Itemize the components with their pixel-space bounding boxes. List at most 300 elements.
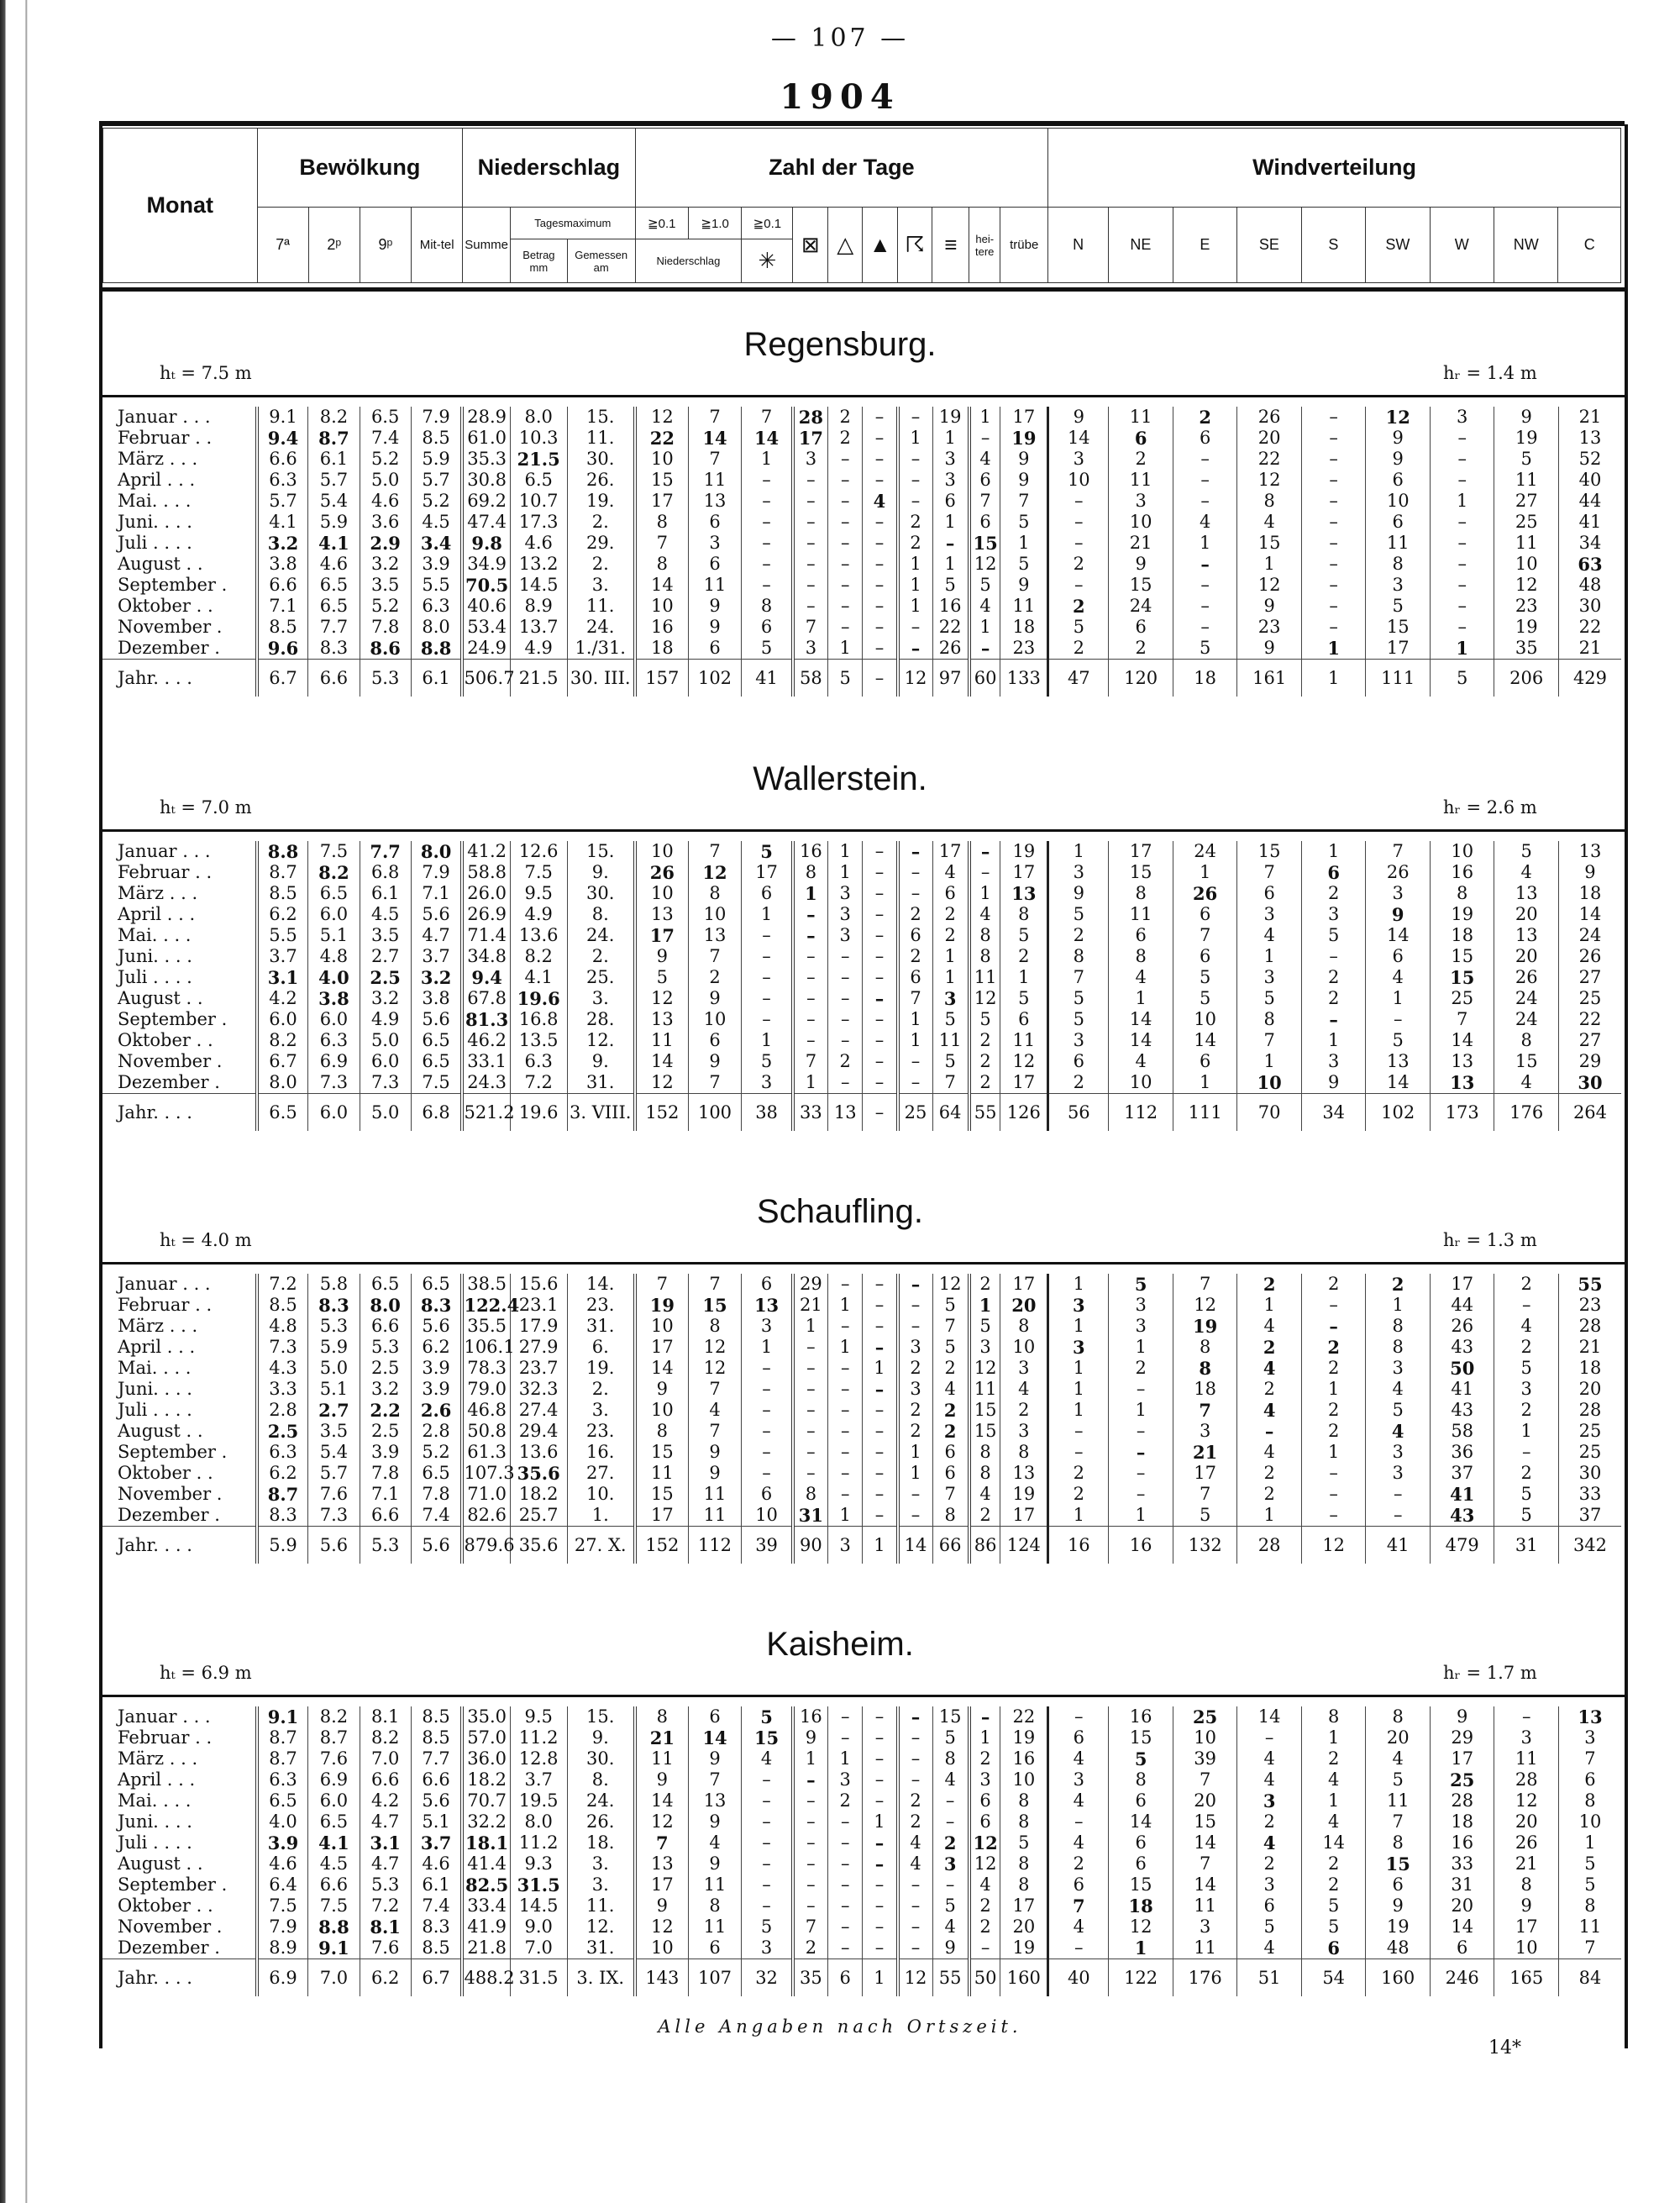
table-cell: 3 [1494, 1727, 1559, 1748]
table-cell: 5.7 [257, 491, 308, 512]
table-cell: 6.0 [308, 904, 360, 925]
table-cell: 7.5 [308, 841, 360, 862]
table-cell: – [969, 841, 1000, 862]
table-cell: 6.5 [411, 1274, 462, 1295]
table-cell: 13 [1494, 883, 1559, 904]
table-cell: 3 [1109, 491, 1173, 512]
table-cell: 1 [1430, 491, 1494, 512]
table-cell: 6.5 [257, 1094, 308, 1132]
table-cell: 14 [1109, 1811, 1173, 1832]
table-cell: 8.0 [411, 841, 462, 862]
table-cell: 17.3 [510, 512, 567, 533]
table-cell: 50 [969, 1959, 1000, 1997]
table-cell: – [863, 1895, 898, 1916]
table-cell: 71.4 [462, 925, 510, 946]
table-cell: 6 [1366, 946, 1431, 967]
table-cell: 8 [688, 1895, 741, 1916]
table-cell: 17 [1000, 1895, 1048, 1916]
table-cell: 3. IX. [567, 1959, 635, 1997]
table-cell: 2 [932, 1421, 969, 1442]
section-rule [99, 829, 1625, 832]
table-cell: 2 [1173, 407, 1237, 428]
table-cell: 15.6 [510, 1274, 567, 1295]
table-cell: 2 [898, 512, 933, 533]
header-betrag: Betrag mm [511, 239, 568, 283]
table-cell: 61.0 [462, 428, 510, 449]
table-cell: 6 [932, 1463, 969, 1484]
table-cell: 1 [1048, 1400, 1109, 1421]
table-cell: 6.7 [257, 660, 308, 697]
station-hr: hᵣ = 1.7 m [1443, 1663, 1537, 1683]
table-cell: 2 [898, 1421, 933, 1442]
table-cell: 25.7 [510, 1505, 567, 1527]
table-cell: – [1173, 617, 1237, 638]
table-cell: 11 [1558, 1916, 1621, 1937]
table-cell: 3 [898, 1337, 933, 1358]
table-cell: 5 [742, 1051, 793, 1072]
table-cell: 152 [635, 1527, 688, 1564]
table-cell: 5.3 [360, 1337, 411, 1358]
table-cell: – [1430, 596, 1494, 617]
table-cell: 506.7 [462, 660, 510, 697]
table-cell: 8 [1000, 1853, 1048, 1874]
table-cell: 5 [1494, 1358, 1559, 1379]
table-row [102, 967, 1621, 988]
table-row [102, 1072, 1621, 1094]
table-cell: 6.2 [257, 904, 308, 925]
table-cell: 4.6 [411, 1853, 462, 1874]
table-cell: 5 [1000, 925, 1048, 946]
table-cell: – [863, 862, 898, 883]
table-cell: – [1048, 1811, 1109, 1832]
table-cell: – [1048, 512, 1109, 533]
table-cell: 19 [1430, 904, 1494, 925]
table-cell: 6.5 [360, 407, 411, 428]
table-cell: – [1301, 617, 1366, 638]
table-cell: 23 [1494, 596, 1559, 617]
table-cell: – [793, 904, 828, 925]
table-cell: 1 [898, 1463, 933, 1484]
table-cell: 52 [1558, 449, 1621, 470]
table-cell: 5.1 [308, 1379, 360, 1400]
table-cell: 3 [793, 638, 828, 660]
month-label: Januar . . . [118, 1274, 211, 1294]
table-cell: 3 [793, 449, 828, 470]
table-cell: 4 [969, 449, 1000, 470]
table-cell: 19. [567, 491, 635, 512]
table-cell: – [898, 1916, 933, 1937]
table-cell: 2 [1048, 925, 1109, 946]
month-label: April . . . [118, 1337, 196, 1357]
table-cell: 3.2 [411, 967, 462, 988]
table-cell: – [863, 1421, 898, 1442]
table-cell: 7 [688, 946, 741, 967]
table-cell: 9 [688, 1463, 741, 1484]
table-cell: 8 [1109, 883, 1173, 904]
table-cell: 6.6 [411, 1769, 462, 1790]
table-cell: 10 [688, 1009, 741, 1030]
month-label: Februar . . [118, 428, 213, 448]
table-cell: 3. [567, 1853, 635, 1874]
table-cell: – [742, 554, 793, 575]
table-cell: – [863, 1009, 898, 1030]
table-cell: 479 [1430, 1527, 1494, 1564]
month-label: Jahr. . . . [102, 660, 257, 697]
year-total-row [102, 1094, 1621, 1132]
table-cell: 19 [932, 407, 969, 428]
table-cell: 47 [1048, 660, 1109, 697]
table-cell: 9 [1109, 554, 1173, 575]
table-cell: 6 [688, 1706, 741, 1727]
table-cell: 7.3 [360, 1072, 411, 1094]
table-cell: 13 [1000, 1463, 1048, 1484]
table-cell: 11 [1494, 1748, 1559, 1769]
table-cell: 8 [969, 946, 1000, 967]
table-cell: 12 [1494, 575, 1559, 596]
table-cell: 30 [1558, 1072, 1621, 1094]
table-cell: 11 [688, 1484, 741, 1505]
table-cell: – [1301, 1463, 1366, 1484]
table-cell: 26.0 [462, 883, 510, 904]
table-cell: – [827, 1463, 863, 1484]
table-cell: 90 [793, 1527, 828, 1564]
header-zahl-der-tage: Zahl der Tage [635, 129, 1048, 208]
table-cell: 8.8 [411, 638, 462, 660]
table-cell: 2 [1301, 883, 1366, 904]
table-cell: 112 [688, 1527, 741, 1564]
table-cell: – [898, 1895, 933, 1916]
table-cell: 2 [1494, 1463, 1559, 1484]
table-cell: 3 [1430, 407, 1494, 428]
table-cell: 264 [1558, 1094, 1621, 1132]
table-cell: – [1301, 575, 1366, 596]
table-cell: 28 [1558, 1400, 1621, 1421]
table-cell: – [898, 1748, 933, 1769]
table-cell: 9 [688, 617, 741, 638]
table-cell: 5 [742, 1916, 793, 1937]
table-cell: 1 [1494, 1421, 1559, 1442]
table-cell: 26. [567, 1811, 635, 1832]
table-cell: – [1173, 449, 1237, 470]
table-cell: 3.6 [360, 512, 411, 533]
table-cell: – [898, 841, 933, 862]
table-cell: 6 [1237, 1895, 1302, 1916]
station-hr: hᵣ = 1.3 m [1443, 1230, 1537, 1250]
table-cell: 3 [1558, 1727, 1621, 1748]
table-cell: 8.2 [308, 407, 360, 428]
table-cell: 4 [1237, 925, 1302, 946]
table-cell: 17.9 [510, 1316, 567, 1337]
month-label: Dezember . [118, 638, 220, 658]
table-cell: – [827, 1874, 863, 1895]
table-cell: 41.9 [462, 1916, 510, 1937]
table-row [102, 988, 1621, 1009]
station-hr: hᵣ = 2.6 m [1443, 797, 1537, 818]
table-cell: 13 [688, 1790, 741, 1811]
table-cell: 5 [932, 1295, 969, 1316]
table-cell: 7 [635, 1274, 688, 1295]
table-cell: 6.7 [257, 1051, 308, 1072]
month-label: März . . . [118, 449, 198, 469]
table-cell: 5.9 [308, 512, 360, 533]
table-cell: 7 [1558, 1748, 1621, 1769]
table-cell: 7.8 [411, 1484, 462, 1505]
table-cell: 3 [1048, 1337, 1109, 1358]
table-cell: 5 [1173, 638, 1237, 660]
table-cell: – [827, 1706, 863, 1727]
table-cell: 6 [898, 967, 933, 988]
table-cell: 1 [932, 946, 969, 967]
table-cell: 66 [932, 1527, 969, 1564]
table-cell: 11 [635, 1463, 688, 1484]
table-cell: – [1301, 512, 1366, 533]
table-cell: – [898, 1316, 933, 1337]
table-cell: 102 [1366, 1094, 1431, 1132]
table-cell: – [863, 1916, 898, 1937]
table-cell: 8.1 [360, 1706, 411, 1727]
table-cell: 521.2 [462, 1094, 510, 1132]
month-label: September . [118, 1009, 228, 1029]
month-label: Januar . . . [118, 407, 211, 427]
table-cell: 1 [863, 1358, 898, 1379]
table-cell: 2.5 [360, 1421, 411, 1442]
table-cell: 6 [1301, 862, 1366, 883]
table-cell: 2 [1237, 1853, 1302, 1874]
table-cell: 11.2 [510, 1832, 567, 1853]
table-cell: 7 [1237, 862, 1302, 883]
table-cell: 9.5 [510, 883, 567, 904]
table-cell: 35.6 [510, 1463, 567, 1484]
table-cell: 8 [793, 862, 828, 883]
table-row [102, 596, 1621, 617]
table-cell: 7.0 [360, 1748, 411, 1769]
table-cell: 23 [1237, 617, 1302, 638]
table-cell: 15 [1237, 841, 1302, 862]
table-cell: 1 [969, 1727, 1000, 1748]
table-cell: 111 [1366, 660, 1431, 697]
table-cell: – [898, 449, 933, 470]
table-cell: 14 [1301, 1832, 1366, 1853]
table-cell: 5.4 [308, 1442, 360, 1463]
table-cell: 7 [1048, 1895, 1109, 1916]
table-cell: 8 [635, 554, 688, 575]
table-cell: – [742, 1874, 793, 1895]
table-cell: 8 [969, 1442, 1000, 1463]
table-cell: – [898, 470, 933, 491]
table-cell: 5.7 [411, 470, 462, 491]
table-cell: 10 [1494, 554, 1559, 575]
table-row [102, 1484, 1621, 1505]
table-cell: 7 [1173, 925, 1237, 946]
table-cell: 27. X. [567, 1527, 635, 1564]
table-cell: 122 [1109, 1959, 1173, 1997]
table-cell: 2 [898, 904, 933, 925]
table-cell: 8 [635, 1421, 688, 1442]
table-row [102, 1727, 1621, 1748]
table-cell: 8.7 [257, 862, 308, 883]
table-cell: – [827, 575, 863, 596]
table-cell: – [793, 575, 828, 596]
table-cell: 12 [635, 1811, 688, 1832]
table-cell: – [793, 1442, 828, 1463]
table-cell: – [1048, 533, 1109, 554]
table-cell: – [1366, 1505, 1431, 1527]
table-cell: 7.9 [411, 407, 462, 428]
table-cell: 2 [1237, 1274, 1302, 1295]
table-cell: 58 [1430, 1421, 1494, 1442]
table-cell: 61.3 [462, 1442, 510, 1463]
header-2p: 2ᵖ [308, 208, 360, 283]
month-label: Mai. . . . [118, 1358, 192, 1378]
table-cell: 3 [1237, 967, 1302, 988]
table-cell: 8 [1000, 1442, 1048, 1463]
table-cell: 8.7 [257, 1484, 308, 1505]
table-cell: 18 [635, 638, 688, 660]
table-cell: 8.5 [411, 428, 462, 449]
table-cell: 6.6 [360, 1769, 411, 1790]
table-cell: 6.6 [360, 1505, 411, 1527]
table-cell: 2.5 [257, 1421, 308, 1442]
table-cell: 86 [969, 1527, 1000, 1564]
table-cell: 9 [1000, 470, 1048, 491]
table-cell: 44 [1430, 1295, 1494, 1316]
table-cell: 9. [567, 1051, 635, 1072]
table-cell: 4 [969, 1484, 1000, 1505]
table-cell: – [1494, 1295, 1559, 1316]
table-cell: 20 [1558, 1379, 1621, 1400]
table-cell: 6.5 [411, 1463, 462, 1484]
table-cell: 31.5 [510, 1959, 567, 1997]
table-cell: 4.6 [257, 1853, 308, 1874]
table-cell: – [863, 1853, 898, 1874]
table-cell: 5.9 [411, 449, 462, 470]
table-cell: 5 [1109, 1748, 1173, 1769]
header-ge01-snow: ≧0.1 [742, 208, 793, 239]
table-cell: 3 [1048, 1030, 1109, 1051]
table-cell: 3 [969, 1337, 1000, 1358]
table-cell: 17 [635, 925, 688, 946]
month-label: Dezember . [118, 1072, 220, 1092]
table-cell: 31. [567, 1316, 635, 1337]
table-cell: 2.7 [360, 946, 411, 967]
table-cell: 5 [1048, 617, 1109, 638]
table-cell: 9 [688, 1853, 741, 1874]
table-cell: 1 [1237, 1295, 1302, 1316]
table-cell: 3. [567, 1874, 635, 1895]
table-cell: 6.1 [360, 883, 411, 904]
table-cell: – [863, 1748, 898, 1769]
table-cell: – [1109, 1442, 1173, 1463]
table-cell: – [969, 1706, 1000, 1727]
table-cell: 122.4 [464, 1295, 520, 1316]
table-cell: 9 [793, 1727, 828, 1748]
table-cell: 44 [1558, 491, 1621, 512]
table-cell: 15. [567, 407, 635, 428]
month-label: Oktober . . [118, 1463, 213, 1483]
table-cell: 4.6 [510, 533, 567, 554]
table-cell: 14 [688, 1727, 741, 1748]
table-cell: – [898, 617, 933, 638]
table-cell: 18 [1173, 660, 1237, 697]
table-cell: 21 [635, 1727, 688, 1748]
table-cell: 2 [827, 1790, 863, 1811]
table-cell: 6.3 [510, 1051, 567, 1072]
table-cell: 4 [1048, 1916, 1109, 1937]
table-cell: – [827, 967, 863, 988]
table-cell: 6 [1237, 883, 1302, 904]
table-cell: 8.2 [360, 1727, 411, 1748]
table-cell: 4.6 [360, 491, 411, 512]
table-cell: – [1301, 1009, 1366, 1030]
table-cell: 2. [567, 946, 635, 967]
table-cell: 24 [1173, 841, 1237, 862]
table-cell: 1 [1301, 660, 1366, 697]
table-cell: 58.8 [462, 862, 510, 883]
table-cell: 14 [1430, 1916, 1494, 1937]
table-cell: 3.8 [411, 988, 462, 1009]
table-cell: 5 [1494, 1484, 1559, 1505]
table-cell: 29.4 [510, 1421, 567, 1442]
table-cell: 55 [932, 1959, 969, 1997]
table-cell: – [1430, 470, 1494, 491]
table-cell: 7.7 [308, 617, 360, 638]
table-cell: 7.6 [308, 1484, 360, 1505]
table-cell: 6.6 [257, 575, 308, 596]
table-cell: 9. [567, 862, 635, 883]
table-cell: 11 [1000, 1030, 1048, 1051]
table-row [102, 1706, 1621, 1727]
table-cell: – [863, 1442, 898, 1463]
table-cell: 24 [1494, 1009, 1559, 1030]
month-label: März . . . [118, 883, 198, 903]
table-cell: – [898, 1706, 933, 1727]
table-cell: 1 [1301, 1442, 1366, 1463]
table-cell: 1 [1237, 1505, 1302, 1527]
table-cell: 9 [1301, 1072, 1366, 1094]
table-cell: 10.7 [510, 491, 567, 512]
table-cell: 3 [1000, 1421, 1048, 1442]
table-cell: 1 [898, 554, 933, 575]
table-cell: 2 [898, 1790, 933, 1811]
table-cell: 5 [1048, 1009, 1109, 1030]
table-cell: 2 [932, 1832, 969, 1853]
table-cell: 4 [1366, 1379, 1431, 1400]
table-cell: – [1494, 1706, 1559, 1727]
table-cell: 6.3 [257, 1442, 308, 1463]
table-cell: 8.3 [411, 1295, 462, 1316]
table-cell: 9 [1048, 407, 1109, 428]
table-cell: 16.8 [510, 1009, 567, 1030]
table-cell: 8 [635, 512, 688, 533]
table-cell: 4 [1237, 1832, 1302, 1853]
header-wind-c: C [1558, 208, 1621, 283]
table-cell: 2.8 [257, 1400, 308, 1421]
table-cell: – [742, 575, 793, 596]
table-cell: – [863, 1316, 898, 1337]
table-cell: 6.3 [257, 470, 308, 491]
table-cell: 4 [1000, 1379, 1048, 1400]
table-cell: 33 [1558, 1484, 1621, 1505]
table-cell: – [863, 1769, 898, 1790]
table-cell: 2 [1109, 1358, 1173, 1379]
table-cell: 5 [1366, 1400, 1431, 1421]
table-cell: 5.7 [308, 470, 360, 491]
table-cell: 12 [1109, 1916, 1173, 1937]
table-cell: 5.0 [360, 470, 411, 491]
table-cell: – [742, 946, 793, 967]
table-cell: 58 [793, 660, 828, 697]
table-cell: 176 [1494, 1094, 1559, 1132]
